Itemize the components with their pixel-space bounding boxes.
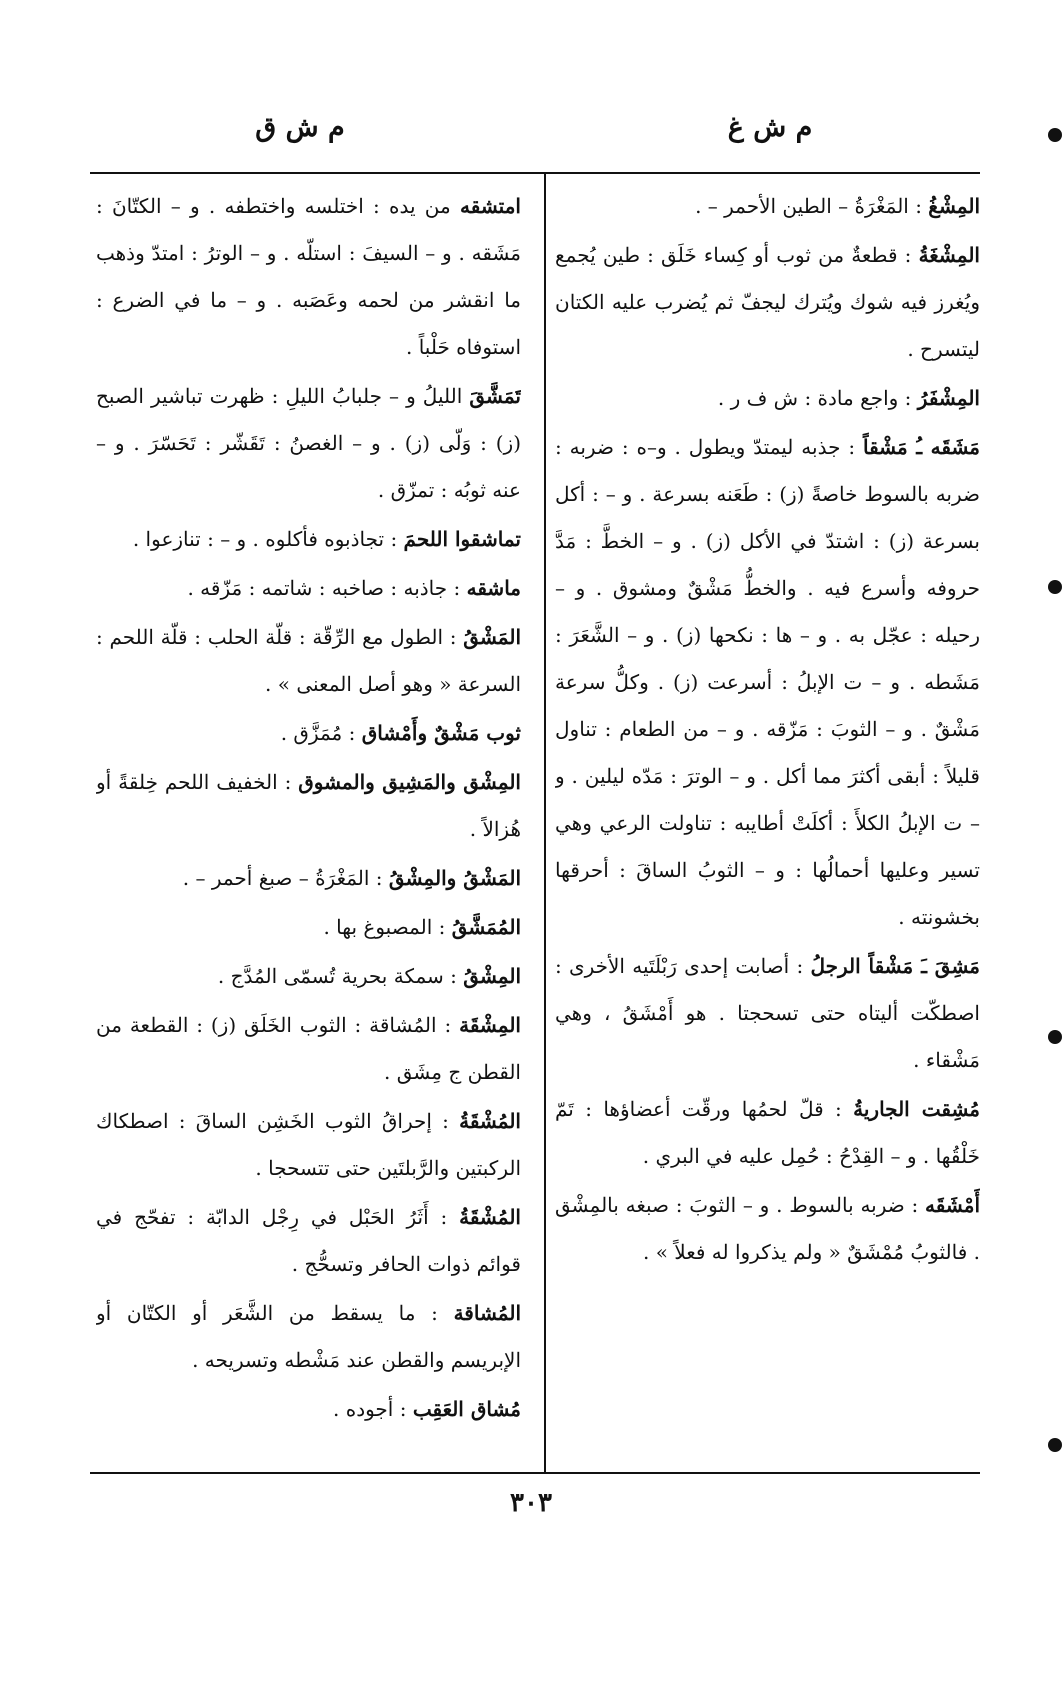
dictionary-entry bbox=[96, 614, 521, 708]
headword: المِشْغَةُ bbox=[918, 243, 980, 267]
definition: : ما يسقط من الشَّعَر أو الكتّان أو الإبريسم والقطن عند مَشْطه وتسريحه . bbox=[96, 1301, 521, 1372]
dictionary-entry bbox=[96, 1098, 521, 1192]
definition: : إحراقُ الثوب الخَشِن الساقَ : اصطكاك الركبتين والرَّبلتَين حتى تتسحجا . bbox=[96, 1109, 521, 1180]
dictionary-entry bbox=[555, 1182, 980, 1276]
headword: المِشْقُ bbox=[463, 964, 521, 988]
definition: : أَثَرُ الحَبْل في رِجْل الدابّة : تفحّج في قوائم ذوات الحافر وتسحُّج . bbox=[96, 1205, 521, 1276]
headword: مُشاق العَقِب bbox=[412, 1397, 521, 1421]
definition: : الطول مع الرِّقّة : قلّة الحلب : قلّة اللحم : السرعة « وهو أصل المعنى » . bbox=[96, 625, 521, 696]
headword: المُمَشَّقُ bbox=[451, 915, 521, 939]
headword: مُشِقت الجاريةُ bbox=[853, 1097, 980, 1121]
dictionary-entry bbox=[96, 710, 521, 757]
dictionary-entry bbox=[96, 759, 521, 853]
definition: الليلُ و – جلبابُ الليلِ : ظهرت تباشير الصبح (ز) : وَلّى (ز) . و – الغصنُ : تَقَشّر : تَحَسّرَ . و – عنه ثوبُه : تمزّق . bbox=[96, 384, 521, 502]
dictionary-entry bbox=[96, 904, 521, 951]
column-divider bbox=[544, 172, 546, 1472]
headword: أَمْشَقَه bbox=[925, 1193, 980, 1217]
dictionary-entry bbox=[96, 1290, 521, 1384]
headword: تماشقوا اللحمَ bbox=[403, 527, 521, 551]
page-number: ٣٠٣ bbox=[510, 1488, 552, 1518]
definition: : المَغْرَةُ – الطين الأحمر – . bbox=[695, 194, 929, 218]
definition: : المصبوغ بها . bbox=[323, 915, 452, 939]
headword: ماشقه bbox=[466, 576, 521, 600]
headword: المِشْفَرُ bbox=[917, 386, 980, 410]
binding-mark bbox=[1048, 580, 1062, 594]
header-root-right: م ش غ bbox=[727, 112, 813, 143]
dictionary-entry bbox=[96, 953, 521, 1000]
dictionary-entry bbox=[96, 183, 521, 371]
headword: ثوب مَشْقٌ وأَمْشاق bbox=[361, 721, 521, 745]
headword: المُشاقة bbox=[453, 1301, 521, 1325]
definition: : قطعةٌ من ثوب أو كِساء خَلَق : طين يُجمع ويُغرز فيه شوك ويُترك ليجفّ ثم يُضرب عليه الكتان ليتسرح . bbox=[555, 243, 980, 361]
dictionary-entry bbox=[555, 943, 980, 1084]
headword: مَشَقَه ـُ مَشْقاً bbox=[862, 435, 980, 459]
definition: : سمكة بحرية تُسمّى المُدَّج . bbox=[217, 964, 464, 988]
definition: : المُشاقة : الثوب الخَلَق (ز) : القطعة من القطن ج مِشَق . bbox=[96, 1013, 521, 1084]
definition: : جذبه ليمتدّ ويطول . و–ه : ضربه : ضربه بالسوط خاصةً (ز) : طَعَنه بسرعة . و – : أكل بسرعة (ز) : اشتدّ في الأكل (ز) . و – الخطَّ : مَدَّ حروفه وأسرع فيه . والخطُّ مَشْقٌ ومشوق . و – رحيله : عجّل به . و – ها : نكحها (ز) . و – الشَّعَرَ : مَشَطه . و – ت الإبلُ : أسرعت (ز) . وكلُّ سرعة مَشْقٌ . و – الثوبَ : مَزّقه . و – من الطعام : تناول قليلاً : أبقى أكثرَ مما أكل . و – الوترَ : مَدّه ليلين . و – ت الإبلُ الكلأَ : أكلَتْ أطايبه : تناولت الرعي وهي تسير وعليها أحمالُها : و – الثوبُ الساقَ : أحرقها بخشونته . bbox=[555, 435, 980, 929]
dictionary-entry bbox=[96, 855, 521, 902]
definition: : الخفيف اللحم خِلقةً أو هُزالاً . bbox=[96, 770, 521, 841]
headword: المَشْقُ والمِشْقُ bbox=[388, 866, 521, 890]
headword: المِشْق والمَشِيق والمشوق bbox=[298, 770, 521, 794]
headword: المُشْقَةُ bbox=[459, 1109, 521, 1133]
headword: المُشْقَةُ bbox=[459, 1205, 521, 1229]
headword: مَشِقَ ـَ مَشْقاً الرجلُ bbox=[810, 954, 980, 978]
definition: : جاذبه : صاخبه : شاتمه : مَزّقه . bbox=[187, 576, 467, 600]
headword: المِشْغُ bbox=[928, 194, 980, 218]
dictionary-entry bbox=[96, 516, 521, 563]
definition: : أجوده . bbox=[333, 1397, 413, 1421]
dictionary-entry bbox=[555, 375, 980, 422]
definition: : تجاذبوه فأكلوه . و – : تنازعوا . bbox=[132, 527, 404, 551]
right-column bbox=[555, 183, 980, 1463]
dictionary-entry bbox=[555, 1086, 980, 1180]
dictionary-entry bbox=[96, 373, 521, 514]
dictionary-entry bbox=[555, 183, 980, 230]
headword: المِشْقَة bbox=[459, 1013, 521, 1037]
headword: المَشْقُ bbox=[463, 625, 521, 649]
definition: من يده : اختلسه واختطفه . و – الكتّانَ : مَشَقه . و – السيفَ : استلّه . و – الوترُ : امتدّ وذهب ما انقشر من لحمه وعَصَبه . و – ما في الضرع : استوفاه حَلْباً . bbox=[96, 194, 521, 359]
definition: : واجع مادة : ش ف ر . bbox=[717, 386, 918, 410]
binding-mark bbox=[1048, 1438, 1062, 1452]
header-root-left: م ش ق bbox=[255, 112, 345, 143]
dictionary-entry bbox=[96, 1386, 521, 1433]
dictionary-entry bbox=[96, 1194, 521, 1288]
dictionary-entry bbox=[96, 1002, 521, 1096]
dictionary-entry bbox=[96, 565, 521, 612]
headword: امتشقه bbox=[460, 194, 521, 218]
binding-mark bbox=[1048, 1030, 1062, 1044]
definition: : أصابت إحدى رَبْلَتَيه الأخرى : اصطكّت أليتاه حتى تسحجتا . هو أَمْشَقُ ، وهي مَشْقاء . bbox=[555, 954, 980, 1072]
dictionary-entry bbox=[555, 424, 980, 941]
top-rule bbox=[90, 172, 980, 174]
left-column bbox=[96, 183, 521, 1463]
dictionary-entry bbox=[555, 232, 980, 373]
binding-mark bbox=[1048, 128, 1062, 142]
definition: : مُمَزَّق . bbox=[280, 721, 362, 745]
definition: : ضربه بالسوط . و – الثوبَ : صبغه بالمِشْق . فالثوبُ مُمْشَقٌ « ولم يذكروا له فعلاً » . bbox=[555, 1193, 980, 1264]
definition: : المَغْرَةُ – صبغ أحمر – . bbox=[182, 866, 389, 890]
bottom-rule bbox=[90, 1472, 980, 1474]
definition: : قلّ لحمُها ورقّت أعضاؤها : تَمّ خَلْقُها . و – القِدْحُ : حُمِل عليه في البري . bbox=[555, 1097, 980, 1168]
headword: تَمَشَّقَ bbox=[469, 384, 521, 408]
